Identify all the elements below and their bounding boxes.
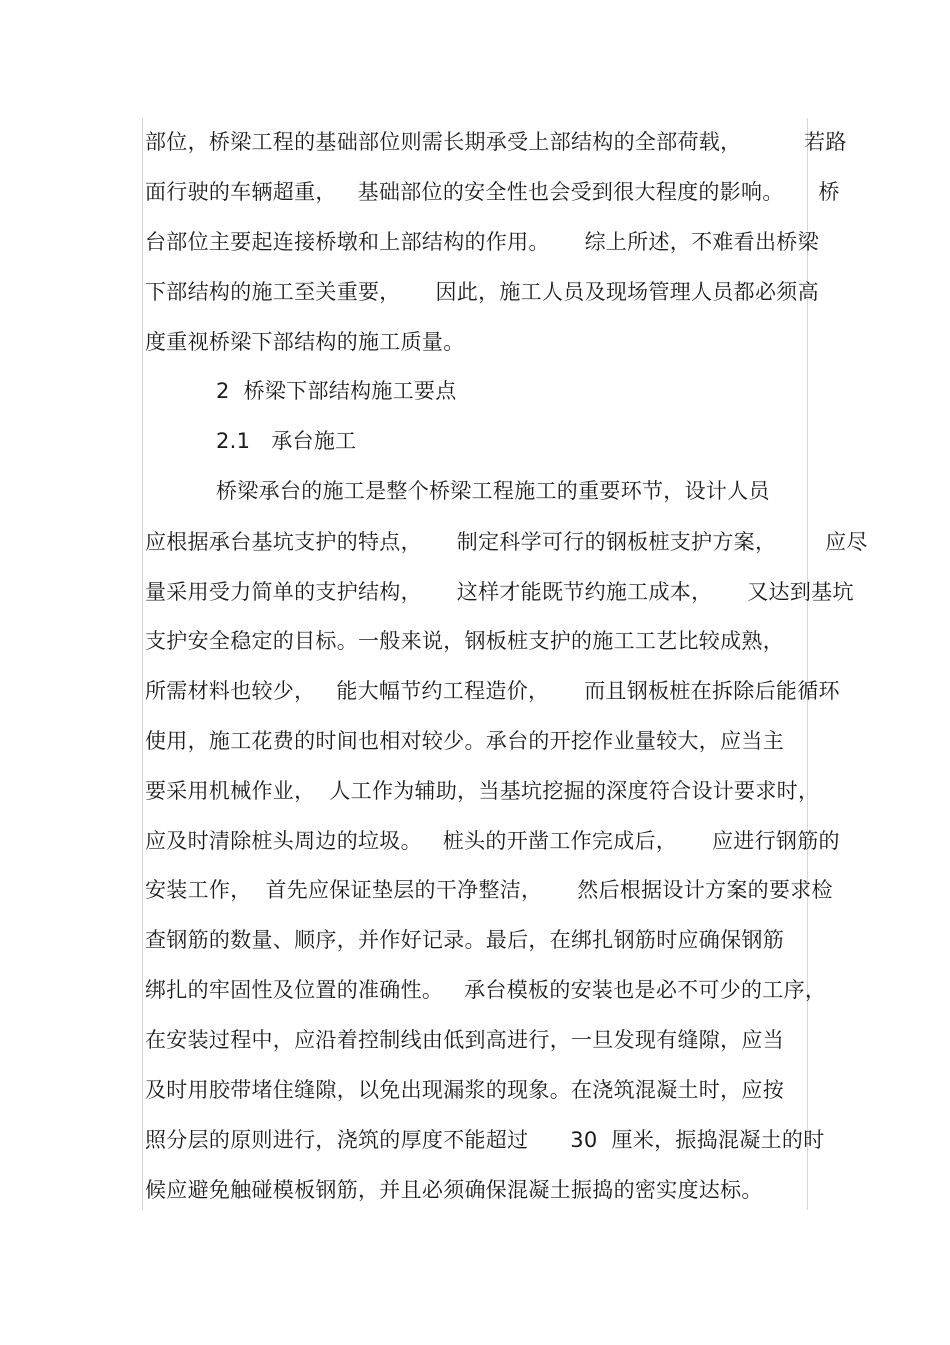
- text-line: 下部结构的施工至关重要， 因此，施工人员及现场管理人员都必须高: [145, 280, 819, 304]
- text-line: 查钢筋的数量、顺序，并作好记录。最后，在绑扎钢筋时应确保钢筋: [145, 928, 784, 952]
- text-line: 部位，桥梁工程的基础部位则需长期承受上部结构的全部荷载， 若路: [145, 130, 847, 154]
- text-line: 绑扎的牢固性及位置的准确性。 承台模板的安装也是必不可少的工序，: [145, 978, 827, 1002]
- text-line: 要采用机械作业， 人工作为辅助，当基坑挖掘的深度符合设计要求时，: [145, 779, 820, 803]
- text-line: 使用，施工花费的时间也相对较少。承台的开挖作业量较大，应当主: [145, 729, 784, 753]
- text-line: 桥梁承台的施工是整个桥梁工程施工的重要环节，设计人员: [216, 479, 770, 503]
- text-line: 支护安全稳定的目标。一般来说，钢板桩支护的施工工艺比较成熟，: [145, 629, 784, 653]
- subsection-heading: 2.1 承台施工: [216, 429, 357, 453]
- text-line: 及时用胶带堵住缝隙，以免出现漏浆的现象。在浇筑混凝土时，应按: [145, 1078, 784, 1102]
- text-line: 面行驶的车辆超重， 基础部位的安全性也会受到很大程度的影响。 桥: [145, 180, 840, 204]
- text-line: 在安装过程中，应沿着控制线由低到高进行，一旦发现有缝隙，应当: [145, 1028, 784, 1052]
- text-line: 应及时清除桩头周边的垃圾。 桩头的开凿工作完成后， 应进行钢筋的: [145, 829, 840, 853]
- section-heading: 2 桥梁下部结构施工要点: [216, 379, 457, 403]
- text-line: 量采用受力简单的支护结构， 这样才能既节约施工成本， 又达到基坑: [145, 580, 854, 604]
- text-line: 安装工作， 首先应保证垫层的干净整洁， 然后根据设计方案的要求检: [145, 878, 833, 902]
- left-margin-rule: [142, 118, 143, 1210]
- text-line: 所需材料也较少， 能大幅节约工程造价， 而且钢板桩在拆除后能循环: [145, 679, 840, 703]
- text-line: 照分层的原则进行，浇筑的厚度不能超过 30 厘米，振捣混凝土的时: [145, 1128, 825, 1152]
- text-line: 台部位主要起连接桥墩和上部结构的作用。 综上所述，不难看出桥梁: [145, 230, 819, 254]
- text-line: 度重视桥梁下部结构的施工质量。: [145, 330, 465, 354]
- text-line: 候应避免触碰模板钢筋，并且必须确保混凝土振捣的密实度达标。: [145, 1178, 763, 1202]
- text-line: 应根据承台基坑支护的特点， 制定科学可行的钢板桩支护方案， 应尽: [145, 530, 868, 554]
